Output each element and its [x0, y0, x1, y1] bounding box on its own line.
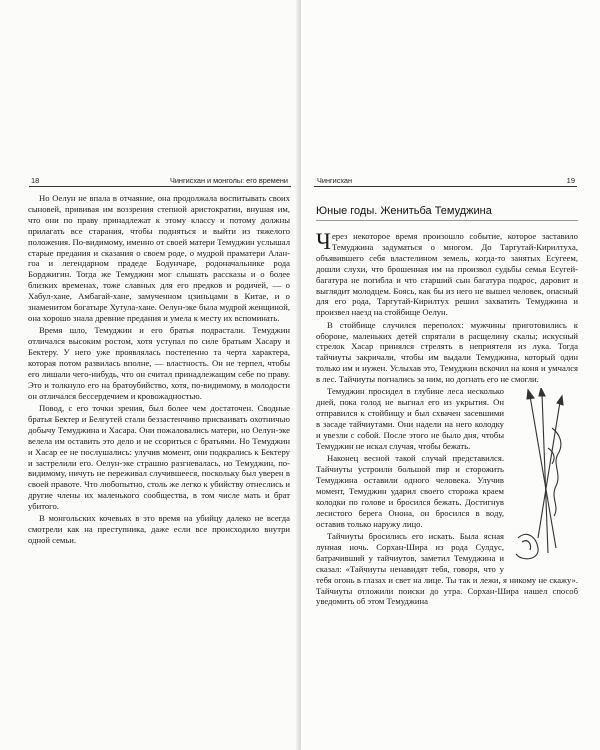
paragraph: Наконец весной такой случай представился. Тайчиуты устроили большой пир и сторожить Темуджина оставили одного человека. Улучив момент, Темуджин ударил своего сторожа краем колодки по голове и бросился бежать. Достигнув лесистого берега Онона, он бросился в воду, оставив только наружу лицо. — [316, 453, 504, 529]
right-body-text — [316, 231, 578, 609]
chapter-title: Юные годы. Женитьба Темуджина — [316, 205, 578, 221]
left-body-text — [28, 193, 290, 548]
running-title-right: Чингисхан — [314, 176, 355, 185]
paragraph: Но Оелун не впала в отчаяние, она продолжала воспитывать своих сыновей, прививая им воззрения степной аристократии, внушая им, что они по праву принадлежат к этому классу и потому должны прилагать все старания, чтобы подняться и выйти из тяжелого положения. По-видимому, именно от своей матери Темуджин услышал старые предания и сказания о своем роде, о мудрой праматери Алан-гоа и легендарном прадеде Бодунчаре, родоначальнике рода Борджигин. Тогда же Темуджин мог слышать рассказы и о более близких временах, тоже славных для его предков и родичей, — о Хабул-хане, Амбагай-хане, замученном цзиньцами в Китае, и о знаменитом богатыре Хутула-хане. Оелун-эке была мудрой женщиной, она хорошо знала древние предания и умела к месту их вспоминать. — [28, 193, 290, 323]
header-rule — [29, 186, 291, 187]
paragraph-first — [316, 231, 578, 318]
paragraph: Темуджин просидел в глубине леса несколько дней, пока голод не выгнал его из укрытия. Он отправился к стойбищу и был схвачен засевшими в засаде тайчиутами. Они надели на него колодку и увезли с собой. После этого не было дня, чтобы Темуджин не искал случая, чтобы бежать. — [316, 386, 504, 451]
right-page — [301, 0, 600, 750]
running-title-left: Чингисхан и монголы: его времени — [167, 176, 291, 185]
drop-cap: Ч — [316, 229, 331, 254]
right-running-header — [314, 175, 577, 189]
header-rule — [314, 186, 577, 187]
page-number-right: 19 — [566, 176, 575, 185]
left-page — [0, 0, 299, 750]
paragraph: Время шло, Темуджин и его братья подрастали. Темуджин отличался высоким ростом, хотя уступал по силе братьям Хасару и Бектеру. У него уже проявлялась постепенно та черта характера, которая потом развилась вполне, — властность. Он не терпел, чтобы его лишали чего-нибудь, что он считал принадлежащим себе по праву. Это и толкнуло его на братоубийство, хотя, по-видимому, в молодости он отличался бессердечием и кровожадностью. — [28, 325, 290, 401]
paragraph: Повод, с его точки зрения, был более чем достаточен. Сводные братья Бектер и Белгутей стали беззастенчиво присваивать охотничью добычу Темуджина и Хасара. Они пожаловались матери, но Оелун-эке велела им оставить это дело и не ссориться с братьями. Но Темуджин и Хасар ее не послушались: улучив момент, они подкрались к Бектеру и застрелили его. Оелун-эке страшно разгневалась, но Темуджин, по-видимому, ничуть не переживал случившееся, поскольку был уверен в своей правоте. Что любопытно, столь же легко к убийству отнеслись и другие члены их маленького сообщества, в том числе мать и брат убитого. — [28, 403, 290, 512]
arrows-ornament-icon — [508, 388, 578, 566]
paragraph: В монгольских кочевьях в это время на убийцу далеко не всегда смотрели как на преступника, даже если все происходило внутри одной семьи. — [28, 513, 290, 546]
left-running-header — [29, 175, 291, 189]
page-number-left: 18 — [31, 176, 40, 185]
paragraph-first-text: ерез некоторое время произошло событие, которое заставило Темуджина задуматься о многом. До Таргутай-Кирилтуха, объявившего себя властелином земель, когда-то занятых Есугеем, дошли слухи, что брошенная им на произвол судьбы семья Есугей-багатура не погибла и что старший сын багатура подрос, даровит и выглядит молодцем. Боясь, как бы из него не вышел человек, опасный для его рода, Таргутай-Кирилтух решил захватить Темуджина и произвел наезд на стойбище Оелун. — [316, 231, 578, 318]
paragraph: Тайчиуты бросились его искать. Была ясная лунная ночь. Сорхан-Шира из рода Сулдус, батрачивший у тайчиутов, заметил Темуджина и сказал: «Тайчиуты ненавидят тебя, говоря, что у тебя огонь в глазах и свет на лице. Ты так и лежи, я никому не скажу». Тайчиуты отложили поиски до утра. Сорхан-Шира нашел способ уведомить об этом Темуджина — [316, 531, 578, 607]
paragraph: В стойбище случился переполох: мужчины приготовились к обороне, маленьких детей спрятали в расщелину скалы; искусный стрелок Хасар принялся стрелять в неприятеля из лука. Тогда тайчиуты закричали, чтобы им выдали Темуджина, который один только им и нужен. Услыхав это, Темуджин вскочил на коня и умчался в лес. Тайчиуты погнались за ним, но догнать его не смогли. — [316, 319, 578, 385]
